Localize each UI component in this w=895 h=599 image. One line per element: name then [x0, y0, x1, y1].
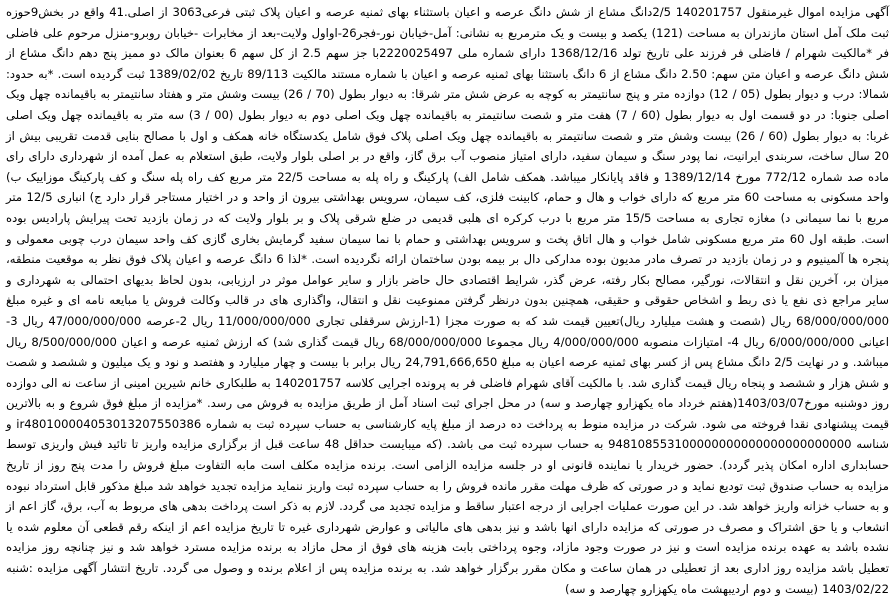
auction-notice	[6, 2, 890, 596]
notice-body-text: آگهی مزایده اموال غیرمنقول 140201757 2/5دانگ مشاع از شش دانگ عرصه و اعیان باستثناء بهای ثمنیه عرصه و اعیان پلاک ثبتی فرعی3063 از اصلی.41 واقع در بخش9حوزه ثبت ملک آمل استان مازندران به مساحت (121) یکصد و بیست و یک مترمربع به نشانی: آمل-خیابان نور-فجر26-اواول ولایت-بعد از مخابرات -خیابان روبرو-منزل مرحوم علی فاضلی فر *مالکیت شهرام / فاضلی فر فرزند علی تاریخ تولد 1368/12/16 دارای شماره ملی 2220025497با جز سهم 2.5 از کل سهم 6 بعنوان مالک دو ممیز پنج دهم دانگ مشاع از شش دانگ عرصه و اعیان متن سهم: 2.50 دانگ مشاع از 6 دانگ باستثنا بهای ثمنیه عرصه و اعیان با شماره مستند مالکیت 89/113 تاریخ 1389/02/02 ثبت گردیده است. *به حدود: شمالا: درب و دیوار بطول (05 / 12) دوازده متر و پنج سانتیمتر به کوچه به عرض شش متر شرقا: به دیوار بطول (70 / 26) بیست وشش متر و هفتاد سانتیمتر به باقیمانده چهل ویک اصلی جنوبا: در دو قسمت اول به دیوار بطول (60 / 7) هفت متر و شصت سانتیمتر به باقیمانده چهل ویک اصلی دوم به دیوار بطول (00 / 3) سه متر به باقیمانده چهل ویک اصلی غربا: به دیوار بطول (60 / 26) بیست وشش متر و شصت سانتیمتر به باقیمانده چهل ویک اصلی پلاک فوق شامل یکدستگاه خانه همکف و اول با مصالح بنایی قدمت تقریبی بیش از 20 سال ساخت، سربندی ایرانیت، نما پودر سنگ و سیمان سفید، دارای امتیاز منصوب آب برق گاز، واقع در بر اصلی بلوار ولایت، طبق استعلام به عمل آمده از شهرداری دارای رای ماده صد شماره 772/12 مورخ 1389/12/14 و فاقد پایانکار میباشد. همکف شامل الف) پارکینگ و راه پله به مساحت 22/5 متر مربع کف راه پله سنگ و کف پارکینگ موزاییک ب) واحد مسکونی به مساحت 60 متر مربع که دارای خواب و هال و حمام، کابینت فلزی، کف سیمان، سرویس بهداشتی بیرون از واحد و در اختیار مستاجر قرار دارد ج) انباری 12/5 متر مربع با نما سیمانی د) مغازه تجاری به مساحت 15/5 متر مربع با درب کرکره ای هلبی قدیمی در ضلع شرقی پلاک و بر بلوار ولایت که در زمان بازدید تحت پیرایش پارادیس بوده است. طبقه اول 60 متر مربع مسکونی شامل خواب و هال اتاق پخت و سرویس بهداشتی و حمام با نما سیمان سفید گرمایش بخاری گازی کف واحد سیمان درب چوبی معمولی و پنجره ها آلمینیوم و در زمان بازدید در تصرف مادر مدیون بوده مدارکی دال بر بیمه بودن ساختمان ارائه نگردیده است. *لذا 6 دانگ عرصه و اعیان پلاک فوق نظر به موقعیت منطقه، میزان بر، آخرین نقل و انتقالات، نورگیر، مصالح بکار رفته، عرض گذر، شرایط اقتصادی حال حاضر بازار و سایر عوامل موثر در ارزیابی، بدون لحاظ بدیهای احتمالی به شهرداری و سایر مراجع ذی نفع یا ذی ربط و اشخاص حقوقی و حقیقی، همچنین بدون درنظر گرفتن ممنوعیت نقل و انتقال، واگذاری های در قالب وکالت فروش یا مبایعه نامه ای و غیره مبلغ 68/000/000/000 ریال (شصت و هشت میلیارد ریال)تعیین قیمت شد که به صورت مجزا (1-ارزش سرقفلی تجاری 11/000/000/000 ریال 2-عرصه 47/000/000/000 ریال 3-اعیانی 6/000/000/000 ریال 4- امتیازات منصوبه 4/000/000/000 ریال مجموعا 68/000/000/000 ریال قیمت گذاری شد) که ارزش ثمنیه عرصه و اعیان 8/500/000/000 ریال میباشد. و در نهایت 2/5 دانگ مشاع پس از کسر بهای ثمنیه عرصه اعیان به مبلغ 24,791,666,650 ریال برابر با بیست و چهار میلیارد و هفتصد و نود و یک میلیون و ششصد و شصت و شش هزار و ششصد و پنجاه ریال قیمت گذاری شد. با مالکیت آقای شهرام فاضلی فر به پرونده اجرایی کلاسه 140201757 به طلبکاری خانم شیرین امینی از ساعت نه الی دوازده روز دوشنبه مورخ1403/03/07(هفتم خرداد ماه یکهزارو چهارصد و سه) در محل اجرای ثبت اسناد آمل از طریق مزایده به فروش می رسد. *مزایده از مبلغ فوق شروع و به بالاترین قیمت پیشنهادی نقدا فروخته می شود. شرکت در مزایده منوط به پرداخت ده درصد از مبلغ پایه کارشناسی به حساب سپرده ثبت به شماره ir480100004053013207550386 و شناسه 948108553100000000000000000000000 به حساب سپرده ثبت می باشد. (که میبایست حداقل 48 ساعت قبل از برگزاری مزایده واریز تا تائید فیش واریزی توسط حسابداری اداره امکان پذیر گردد). حضور خریدار یا نماینده قانونی او در جلسه مزایده الزامی است. برنده مزایده مکلف است مابه التفاوت مبلغ فروش را مدت پنج روز از تاریخ مزایده به حساب صندوق ثبت تودیع نماید و در صورتی که ظرف مهلت مقرر مانده فروش را به حساب سپرده ثبت واریز ننماید مزایده تجدید خواهد شد مبلغ مذکور قابل استرداد نبوده و به حساب خزانه واریز خواهد شد. در این صورت عملیات اجرایی از درجه اعتبار ساقط و مزایده تجدید می گردد. لازم به ذکر است پرداخت بدهی های مربوط به آب، برق، گاز اعم از انشعاب و یا حق اشتراک و مصرف در صورتی که مزایده دارای انها باشد و نیز بدهی های مالیاتی و عوارض شهرداری غیره تا تاریخ مزایده اعم از اینکه رقم قطعی آن معلوم شده یا نشده باشد به عهده برنده مزایده است و نیز در صورت وجود مازاد، وجوه پرداختی بابت هزینه های فوق از محل مازاد به برنده مزایده مسترد خواهد شد و نیز چنانچه روز مزایده تعطیل باشد مزایده روز اداری بعد از تعطیلی در همان ساعت و مکان مقرر برگزار خواهد شد. به برنده مزایده پس از اعلام برنده و وصول می گردد. تاریخ انتشار آگهی مزایده :شنبه 1403/02/22 (بیست و دوم اردیبهشت ماه یکهزارو چهارصد و سه)	[6, 5, 890, 596]
